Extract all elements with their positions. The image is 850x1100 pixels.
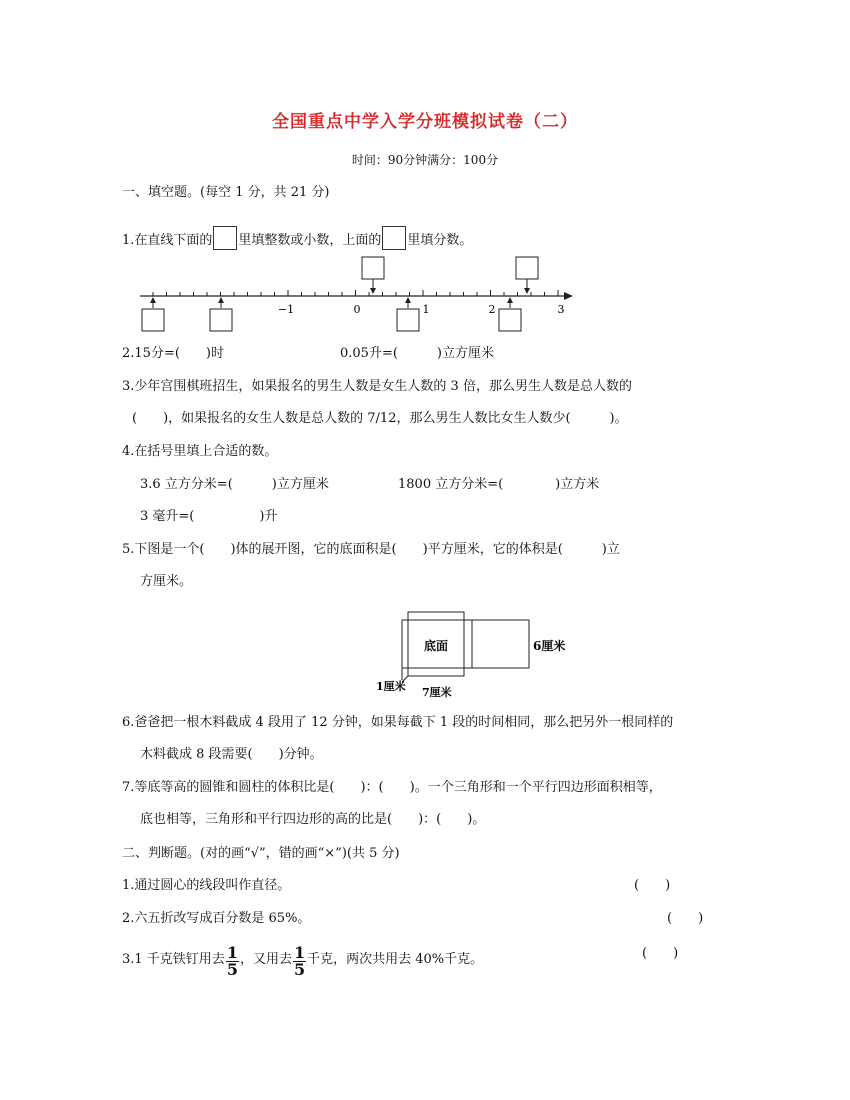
q1-text-c: 里填分数。 — [407, 233, 473, 248]
q1-text-b: 里填整数或小数，上面的 — [238, 233, 382, 248]
net-face-strip — [402, 620, 529, 668]
exam-time: 时间：90分钟满分：100分 — [351, 153, 499, 167]
answer-box-sample — [213, 226, 237, 250]
arrow-up-icon — [150, 297, 156, 303]
question-2-b: 0.05升=( )立方厘米 — [340, 346, 494, 361]
answer-box-bottom[interactable] — [142, 309, 164, 331]
judge-3-text-a: 3.1 千克铁钉用去 — [122, 952, 225, 967]
page-title: 全国重点中学入学分班模拟试卷（二） — [272, 112, 578, 132]
section1-heading: 一、填空题。(每空 1 分，共 21 分) — [122, 185, 330, 200]
judge-1-answer[interactable]: ( ) — [634, 878, 671, 893]
judge-3-text-c: 千克，两次共用去 40%千克。 — [307, 952, 484, 967]
tick-label-3: 3 — [557, 303, 565, 316]
number-line-ticks — [153, 290, 558, 296]
judge-3-answer[interactable]: ( ) — [642, 946, 679, 961]
judge-2-answer[interactable]: ( ) — [667, 911, 704, 926]
net-width-label: 1厘米 — [376, 680, 406, 693]
judge-1-text: 1.通过圆心的线段叫作直径。 — [122, 878, 291, 893]
answer-box-bottom[interactable] — [499, 309, 521, 331]
question-4-b: 1800 立方分米=( )立方米 — [398, 477, 600, 492]
question-1 — [122, 226, 472, 250]
arrow-icon — [564, 292, 573, 300]
net-height-label: 6厘米 — [533, 639, 566, 653]
arrow-up-icon — [405, 297, 411, 303]
answer-box-top[interactable] — [362, 257, 384, 279]
tick-label-0: 0 — [353, 303, 361, 316]
net-base-label: 底面 — [423, 639, 449, 653]
section2-heading: 二、判断题。(对的画“√”，错的画“×”)(共 5 分) — [122, 846, 400, 861]
judge-2-text: 2.六五折改写成百分数是 65%。 — [122, 911, 311, 926]
question-6-line1: 6.爸爸把一根木料截成 4 段用了 12 分钟，如果每截下 1 段的时间相同，那么把另外一根同样的 — [122, 715, 674, 730]
question-3-line1: 3.少年宫围棋班招生，如果报名的男生人数是女生人数的 3 倍，那么男生人数是总人数的 — [122, 379, 632, 394]
question-7-line1: 7.等底等高的圆锥和圆柱的体积比是( )：( )。一个三角形和一个平行四边形面积相等， — [122, 780, 662, 795]
question-4-line1: 4.在括号里填上合适的数。 — [122, 444, 278, 459]
answer-box-top[interactable] — [516, 257, 538, 279]
question-2-a: 2.15分=( )时 — [122, 346, 224, 361]
answer-box-bottom[interactable] — [210, 309, 232, 331]
question-7-line2: 底也相等，三角形和平行四边形的高的比是( )：( )。 — [140, 812, 486, 827]
arrow-down-icon — [370, 288, 376, 294]
question-5-line1: 5.下图是一个( )体的展开图，它的底面积是( )平方厘米，它的体积是( )立 — [122, 542, 620, 557]
q1-text-a: 1.在直线下面的 — [122, 233, 213, 248]
arrow-down-icon — [524, 288, 530, 294]
net-length-label: 7厘米 — [422, 686, 452, 699]
question-4-a: 3.6 立方分米=( )立方厘米 — [140, 477, 329, 492]
answer-box-bottom[interactable] — [397, 309, 419, 331]
tick-label-neg1: −1 — [277, 303, 295, 316]
fraction-one-fifth: $\frac{1}{5}$ — [226, 943, 238, 979]
question-3-line2: ( )，如果报名的女生人数是总人数的 7/12，那么男生人数比女生人数少( )。 — [132, 411, 628, 426]
fraction-one-fifth: $\frac{1}{5}$ — [293, 943, 306, 979]
arrow-up-icon — [507, 297, 513, 303]
question-5-line2: 方厘米。 — [140, 574, 193, 589]
question-4-c: 3 毫升=( )升 — [140, 509, 278, 524]
tick-label-2: 2 — [488, 303, 496, 316]
judge-3-text-b: ，又用去 — [239, 952, 292, 967]
arrow-up-icon — [218, 297, 224, 303]
answer-box-sample — [382, 226, 406, 250]
question-6-line2: 木料截成 8 段需要( )分钟。 — [140, 747, 323, 762]
judge-3-text — [122, 945, 483, 978]
tick-label-1: 1 — [422, 303, 430, 316]
cuboid-net-figure — [370, 608, 580, 700]
number-line-figure — [130, 252, 580, 337]
